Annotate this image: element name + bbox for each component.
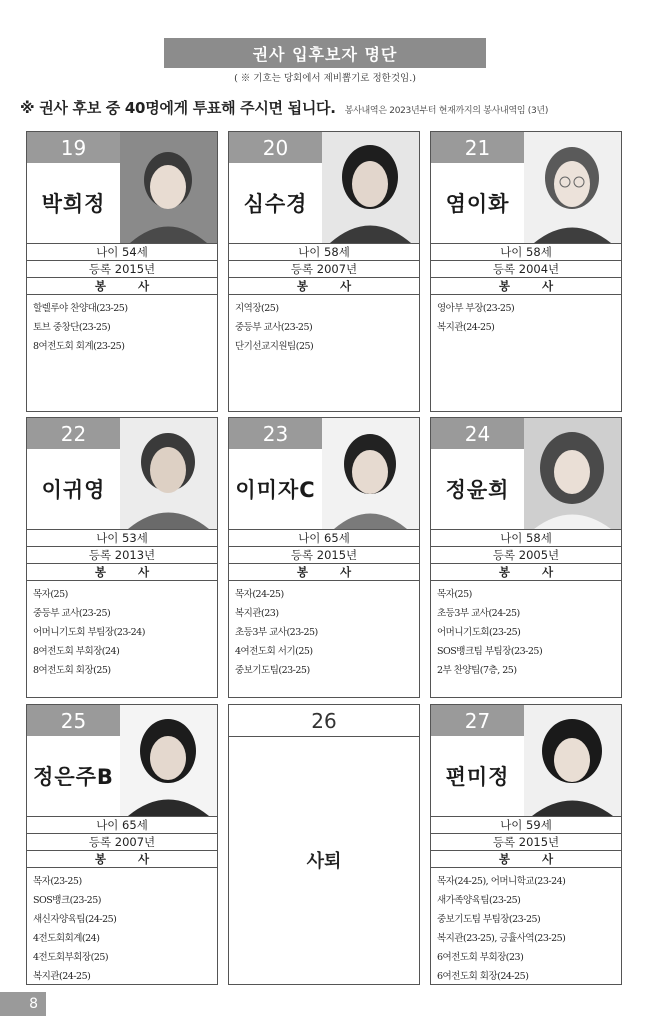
candidate-age: 나이 65세	[27, 816, 217, 833]
service-item: 4전도회회계(24)	[33, 933, 100, 944]
service-item: 목자(25)	[437, 589, 472, 600]
candidate-name: 심수경	[243, 192, 308, 216]
service-item: 6여전도회 부회장(23)	[437, 952, 524, 963]
service-item: 4전도회부회장(25)	[33, 952, 109, 963]
candidate-name: 정윤희	[445, 478, 510, 502]
candidate-number: 24	[431, 418, 524, 449]
candidate-card-21	[430, 131, 622, 412]
candidate-photo	[322, 418, 419, 529]
service-header: 봉 사	[431, 563, 621, 580]
service-item: 지역장(25)	[235, 303, 279, 314]
withdrawn-label: 사퇴	[306, 851, 342, 872]
service-list	[33, 299, 213, 356]
service-item: 토브 중창단(23-25)	[33, 322, 111, 333]
page-number: 8	[0, 992, 46, 1016]
divider	[229, 294, 419, 295]
candidate-age: 나이 58세	[431, 243, 621, 260]
service-list	[235, 299, 415, 356]
service-item: SOS뱅크팀 부팀장(23-25)	[437, 646, 543, 657]
service-list	[235, 585, 415, 680]
service-item: 중보기도팀 부팀장(23-25)	[437, 914, 541, 925]
service-item: SOS뱅크(23-25)	[33, 895, 101, 906]
candidate-name: 편미정	[445, 765, 510, 789]
candidate-photo	[120, 132, 217, 243]
candidate-age: 나이 58세	[229, 243, 419, 260]
divider	[229, 580, 419, 581]
service-list	[437, 585, 617, 680]
service-item: 어머니기도회 부팀장(23-24)	[33, 627, 145, 638]
service-item: 초등3부 교사(23-25)	[235, 627, 318, 638]
candidate-photo	[524, 705, 621, 816]
service-item: 8여전도회 부회장(24)	[33, 646, 120, 657]
service-item: 목자(24-25), 어머니학교(23-24)	[437, 876, 566, 887]
candidate-registered: 등록 2013년	[27, 546, 217, 563]
candidate-registered: 등록 2007년	[229, 260, 419, 277]
candidate-age: 나이 53세	[27, 529, 217, 546]
service-header: 봉 사	[27, 563, 217, 580]
service-item: 복지관(24-25)	[33, 971, 91, 982]
service-item: 중등부 교사(23-25)	[33, 608, 111, 619]
candidate-age: 나이 65세	[229, 529, 419, 546]
instruction-main: ※ 권사 후보 중 40명에게 투표해 주시면 됩니다.	[20, 99, 336, 117]
service-item: 영아부 부장(23-25)	[437, 303, 515, 314]
candidate-grid	[26, 131, 622, 995]
candidate-photo	[120, 705, 217, 816]
page-title: 권사 입후보자 명단	[252, 44, 398, 64]
service-header: 봉 사	[431, 277, 621, 294]
candidate-name: 박희정	[41, 192, 106, 216]
divider	[27, 294, 217, 295]
candidate-photo	[524, 418, 621, 529]
service-item: 단기선교지원팀(25)	[235, 341, 314, 352]
service-item: 새신자양육팀(24-25)	[33, 914, 117, 925]
candidate-registered: 등록 2004년	[431, 260, 621, 277]
candidate-registered: 등록 2015년	[229, 546, 419, 563]
candidate-photo	[322, 132, 419, 243]
candidate-registered: 등록 2005년	[431, 546, 621, 563]
service-item: 목자(25)	[33, 589, 68, 600]
candidate-card-23	[228, 417, 420, 698]
service-header: 봉 사	[431, 850, 621, 867]
service-list	[33, 872, 213, 985]
candidate-name: 이귀영	[41, 478, 106, 502]
voting-instruction	[20, 97, 548, 118]
title-note: ( ※ 기호는 당회에서 제비뽑기로 정한것임.)	[234, 73, 416, 84]
candidate-card-25	[26, 704, 218, 985]
instruction-note: 봉사내역은 2023년부터 현재까지의 봉사내역임 (3년)	[344, 106, 549, 116]
candidate-age: 나이 58세	[431, 529, 621, 546]
candidate-card-19	[26, 131, 218, 412]
page-title-banner	[164, 38, 486, 68]
service-list	[33, 585, 213, 680]
service-header: 봉 사	[27, 850, 217, 867]
candidate-number: 23	[229, 418, 322, 449]
service-item: 초등3부 교사(24-25)	[437, 608, 520, 619]
candidate-card-27	[430, 704, 622, 985]
service-item: 중보기도팀(23-25)	[235, 665, 310, 676]
divider	[431, 294, 621, 295]
service-item: 복지관(23)	[235, 608, 279, 619]
service-item: 4여전도회 서기(25)	[235, 646, 313, 657]
service-item: 복지관(23-25), 긍휼사역(23-25)	[437, 933, 566, 944]
candidate-number: 19	[27, 132, 120, 163]
service-item: 목자(23-25)	[33, 876, 82, 887]
candidate-card-26	[228, 704, 420, 985]
service-header: 봉 사	[229, 277, 419, 294]
service-item: 어머니기도회(23-25)	[437, 627, 521, 638]
service-item: 6여전도회 회장(24-25)	[437, 971, 529, 982]
divider	[27, 580, 217, 581]
divider	[431, 580, 621, 581]
candidate-photo	[524, 132, 621, 243]
service-list	[437, 299, 617, 337]
candidate-name: 이미자C	[235, 478, 316, 502]
candidate-name: 염이화	[445, 192, 510, 216]
candidate-number: 26	[229, 705, 419, 737]
candidate-number: 27	[431, 705, 524, 736]
candidate-age: 나이 54세	[27, 243, 217, 260]
service-item: 2부 찬양팀(7층, 25)	[437, 665, 517, 676]
candidate-number: 20	[229, 132, 322, 163]
service-item: 목자(24-25)	[235, 589, 284, 600]
service-item: 8여전도회 회장(25)	[33, 665, 111, 676]
candidate-number: 22	[27, 418, 120, 449]
candidate-card-22	[26, 417, 218, 698]
service-item: 새가족양육팀(23-25)	[437, 895, 521, 906]
candidate-number: 25	[27, 705, 120, 736]
service-item: 할렐루야 찬양대(23-25)	[33, 303, 128, 314]
candidate-registered: 등록 2015년	[431, 833, 621, 850]
candidate-card-24	[430, 417, 622, 698]
candidate-age: 나이 59세	[431, 816, 621, 833]
divider	[27, 867, 217, 868]
candidate-registered: 등록 2007년	[27, 833, 217, 850]
candidate-registered: 등록 2015년	[27, 260, 217, 277]
service-item: 중등부 교사(23-25)	[235, 322, 313, 333]
candidate-name: 정은주B	[33, 765, 114, 789]
candidate-card-20	[228, 131, 420, 412]
service-list	[437, 872, 617, 985]
service-item: 8여전도회 회계(23-25)	[33, 341, 125, 352]
candidate-photo	[120, 418, 217, 529]
candidate-number: 21	[431, 132, 524, 163]
service-header: 봉 사	[27, 277, 217, 294]
divider	[431, 867, 621, 868]
service-header: 봉 사	[229, 563, 419, 580]
service-item: 복지관(24-25)	[437, 322, 495, 333]
